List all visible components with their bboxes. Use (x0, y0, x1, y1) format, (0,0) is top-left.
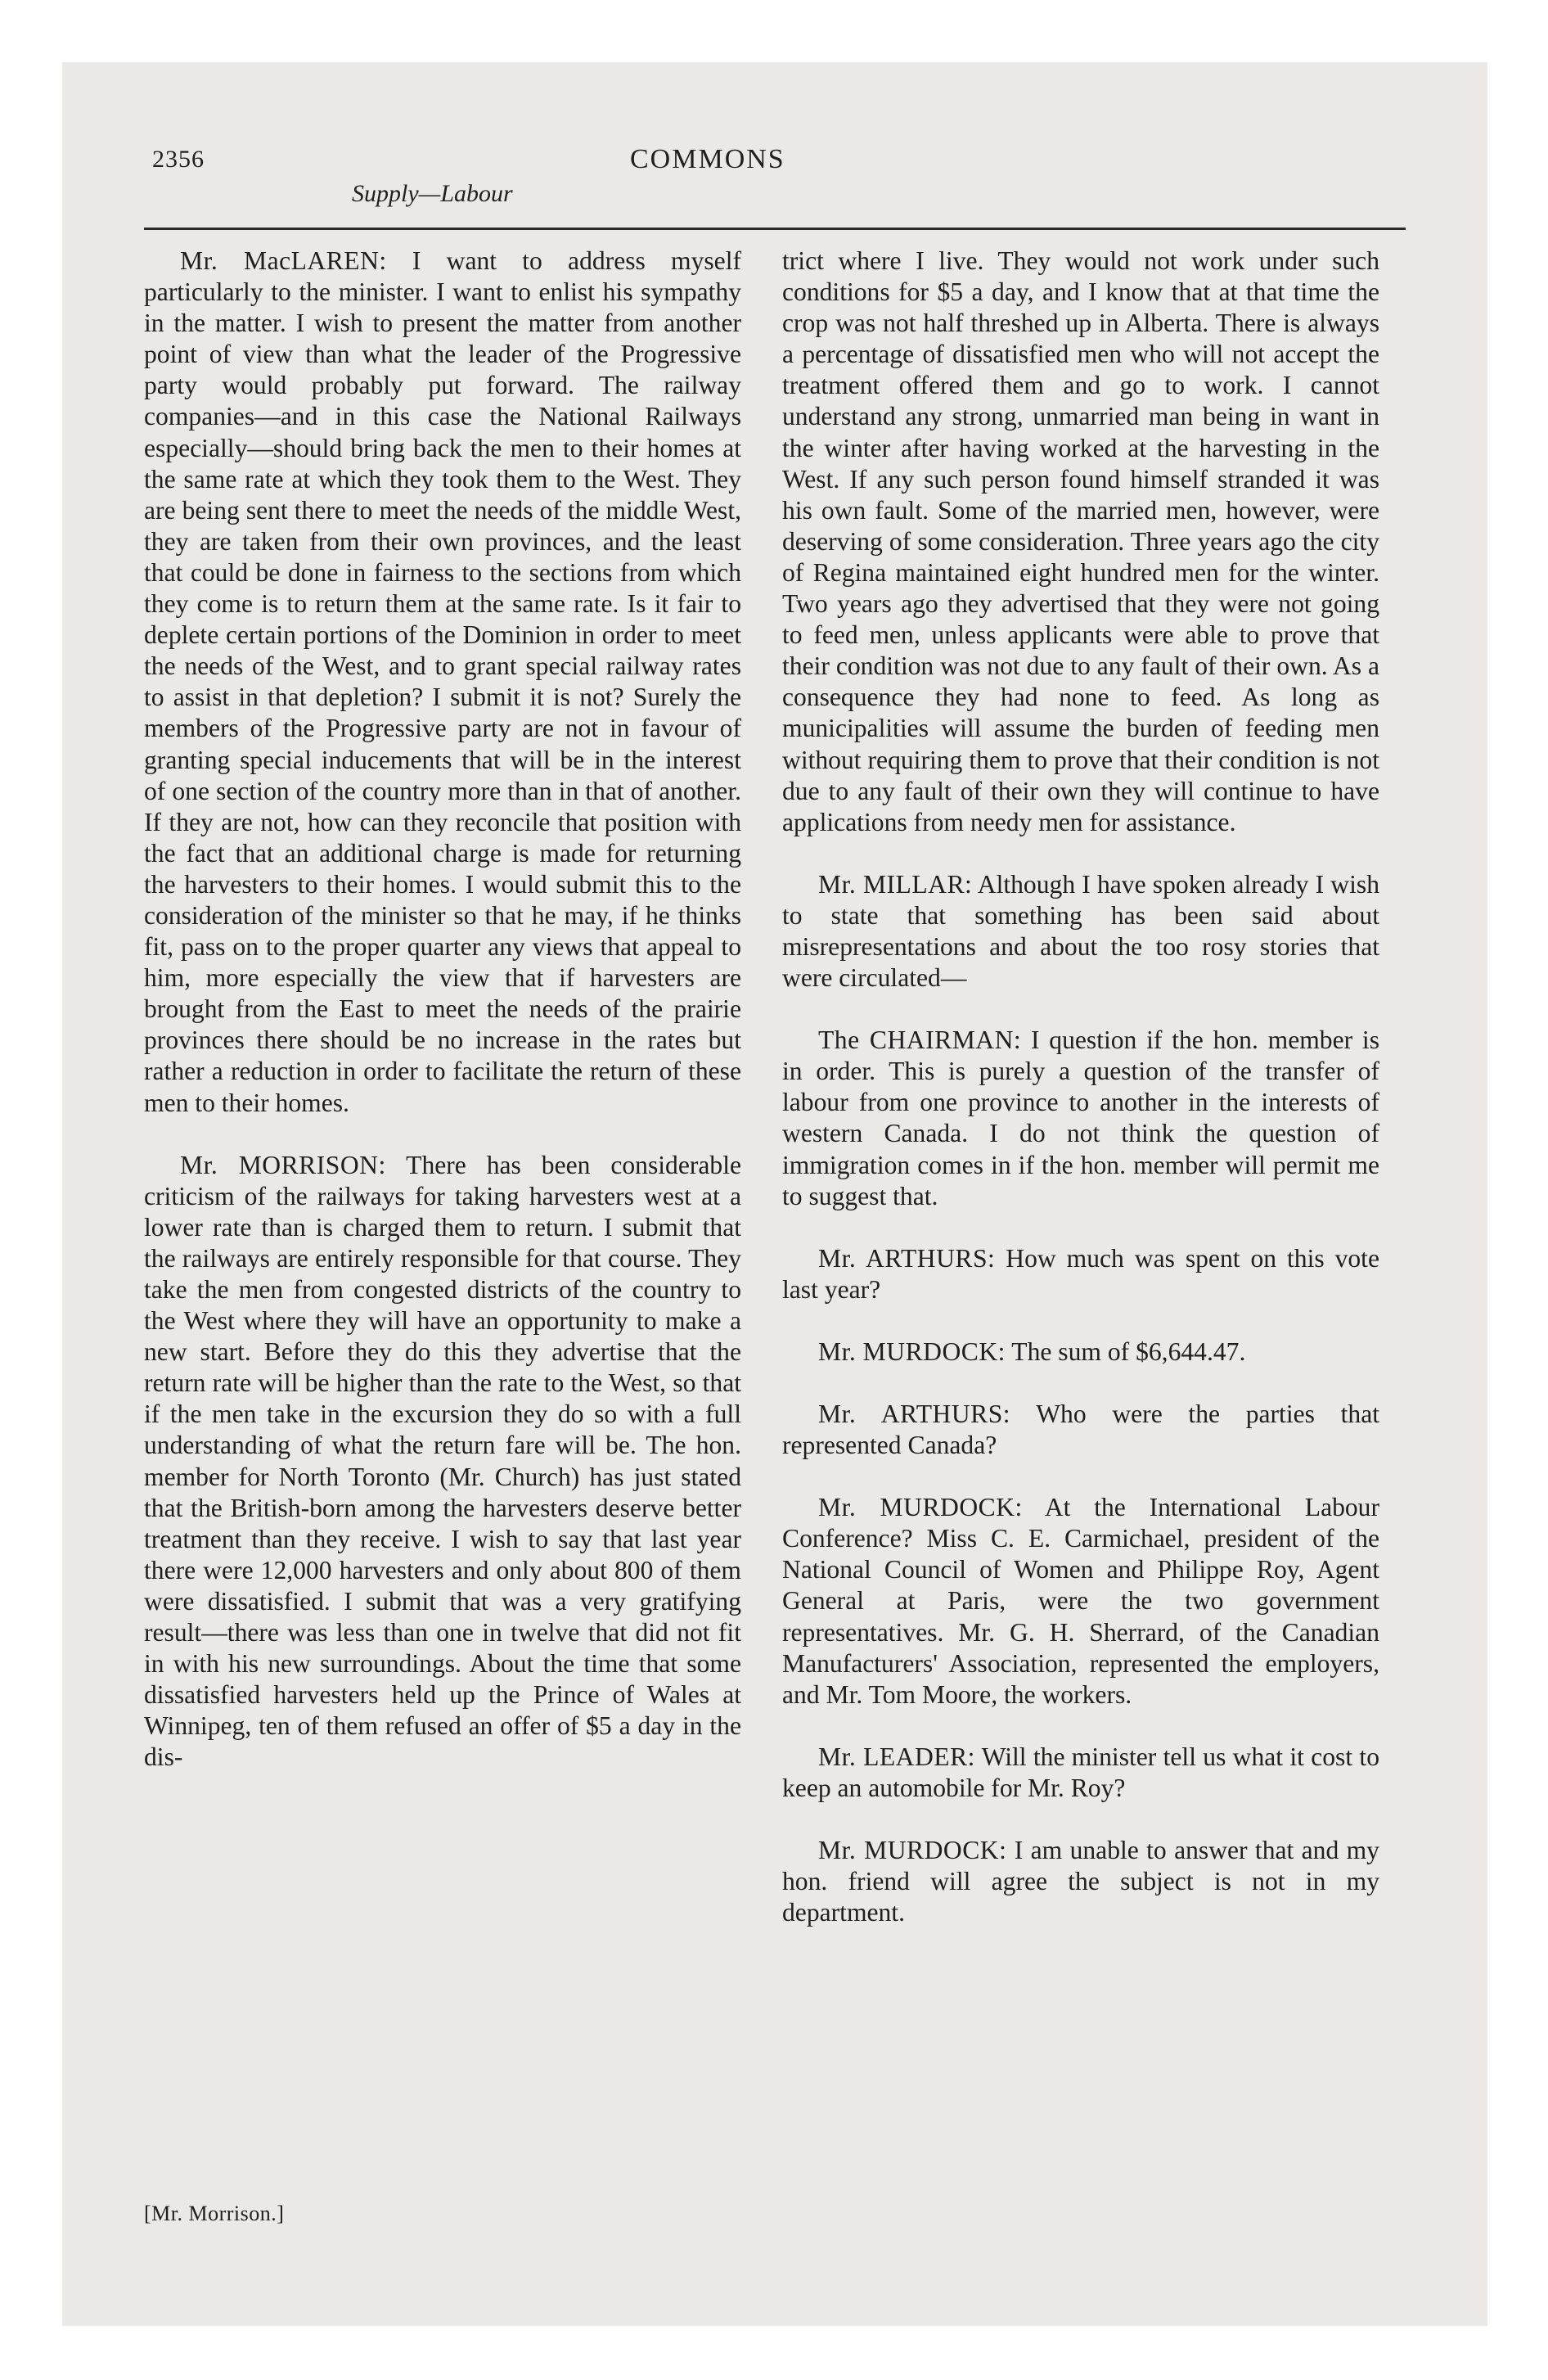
left-column (144, 246, 741, 1805)
paragraph (782, 1243, 1379, 1305)
paragraph (782, 1336, 1379, 1368)
speaker-name: Mr. MURDOCK: (818, 1493, 1023, 1522)
paragraph (144, 246, 741, 1119)
paragraph-text: There has been considerable criticism of the railways for taking harvesters west at a lower rate than is charged them to return. I submit that the railways are entirely responsible for that course. They take the men from congested districts of the country to the West where they will have an opportunity to make a new start. Before they do this they advertise that the return rate will be higher than the rate to the West, so that if the men take in the excursion they do so with a full understanding of what the return fare will be. The hon. member for North Toronto (Mr. Church) has just stated that the British-born among the harvesters deserve better treatment than they receive. I wish to say that last year there were 12,000 harvesters and only about 800 of them were dissatisfied. I submit that was a very gratifying result—there was less than one in twelve that did not fit in with his new surroundings. About the time that some dissatisfied harvesters held up the Prince of Wales at Winnipeg, ten of them refused an offer of $5 a day in the dis- (144, 1150, 742, 1772)
paragraph-text: Who were the parties that represented Canada? (782, 1400, 1380, 1460)
running-title: COMMONS (630, 144, 785, 174)
paragraph-text: How much was spent on this vote last year? (782, 1243, 1379, 1304)
paragraph (782, 1742, 1379, 1804)
speaker-name: Mr. ARTHURS: (818, 1243, 996, 1273)
paragraph-text: I question if the hon. member is in order. This is purely a question of the transfer of labour from one province to another in the interests of western Canada. I do not think the question of immigration comes in if the hon. member will permit me to suggest that. (782, 1025, 1379, 1210)
paragraph-text: I am unable to answer that and my hon. friend will agree the subject is not in my department. (782, 1836, 1379, 1927)
speaker-attribution: [Mr. Morrison.] (144, 2202, 285, 2225)
paragraph-text: The sum of $6,644.47. (1011, 1336, 1246, 1366)
paragraph (782, 1835, 1379, 1928)
speaker-name: Mr. MILLAR: (818, 869, 973, 899)
paragraph-text: Will the minister tell us what it cost to keep an automobile for Mr. Roy? (782, 1742, 1380, 1802)
speaker-name: The CHAIRMAN: (818, 1025, 1022, 1055)
paragraph (782, 1399, 1379, 1461)
header-rule (144, 228, 1406, 230)
paragraph (782, 869, 1379, 994)
speaker-name: Mr. MORRISON: (180, 1150, 386, 1179)
page-number: 2356 (152, 146, 205, 173)
section-heading: Supply—Labour (352, 180, 513, 207)
speaker-name: Mr. MURDOCK: (818, 1836, 1007, 1865)
paragraph-text: trict where I live. They would not work under such conditions for $5 a day, and I know that at that time the crop was not half threshed up in Alberta. There is always a percentage of dissatisfied men who will not accept the treatment offered them and go to work. I cannot understand any strong, unmarried man being in want in the winter after having worked at the harvesting in the West. If any such person found himself stranded it was his own fault. Some of the married men, however, were deserving of some consideration. Three years ago the city of Regina maintained eight hundred men for the winter. Two years ago they advertised that they were not going to feed men, unless applicants were able to prove that their condition was not due to any fault of their own. As a consequence they had none to feed. As long as municipalities will assume the burden of feeding men without requiring them to prove that their condition is not due to any fault of their own they will continue to have applications from needy men for assistance. (782, 246, 1379, 836)
paragraph (144, 1150, 741, 1774)
speaker-name: Mr. MURDOCK: (818, 1336, 1006, 1366)
paragraph-text: Although I have spoken already I wish to state that something has been said about misrepresentations and about the too rosy stories that were circulated— (782, 869, 1379, 993)
speaker-name: Mr. LEADER: (818, 1742, 975, 1771)
speaker-name: Mr. ARTHURS: (818, 1400, 1011, 1428)
paragraph-text: At the International Labour Conference? Miss C. E. Carmichael, president of the National Council of Women and Philippe Roy, Agent General at Paris, were the two government representatives. Mr. G. H. Sherrard, of the Canadian Manufacturers' Association, represented the employers, and Mr. Tom Moore, the workers. (782, 1493, 1380, 1709)
paragraph-text: I want to address myself particularly to the minister. I want to enlist his sympathy in the matter. I wish to present the matter from another point of view than what the leader of the Progressive party would probably put forward. The railway companies—and in this case the National Railways especially—should bring back the men to their homes at the same rate at which they took them to the West. They are being sent there to meet the needs of the middle West, they are taken from their own provinces, and the least that could be done in fairness to the sections from which they come is to return them at the same rate. Is it fair to deplete certain portions of the Dominion in order to meet the needs of the West, and to grant special railway rates to assist in that depletion? I submit it is not? Surely the members of the Progressive party are not in favour of granting special inducements that will be in the interest of one section of the country more than in that of another. If they are not, how can they reconcile that position with the fact that an additional charge is made for returning the harvesters to their homes. I would submit this to the consideration of the minister so that he may, if he thinks fit, pass on to the proper quarter any views that appeal to him, more especially the view that if harvesters are brought from the East to meet the needs of the prairie provinces there should be no increase in the rates but rather a reduction in order to facilitate the return of these men to their homes. (144, 246, 742, 1117)
right-column (782, 246, 1379, 1959)
speaker-name: Mr. MacLAREN: (180, 246, 387, 275)
paragraph (782, 1025, 1379, 1212)
paragraph (782, 1492, 1379, 1711)
paragraph (782, 246, 1379, 838)
